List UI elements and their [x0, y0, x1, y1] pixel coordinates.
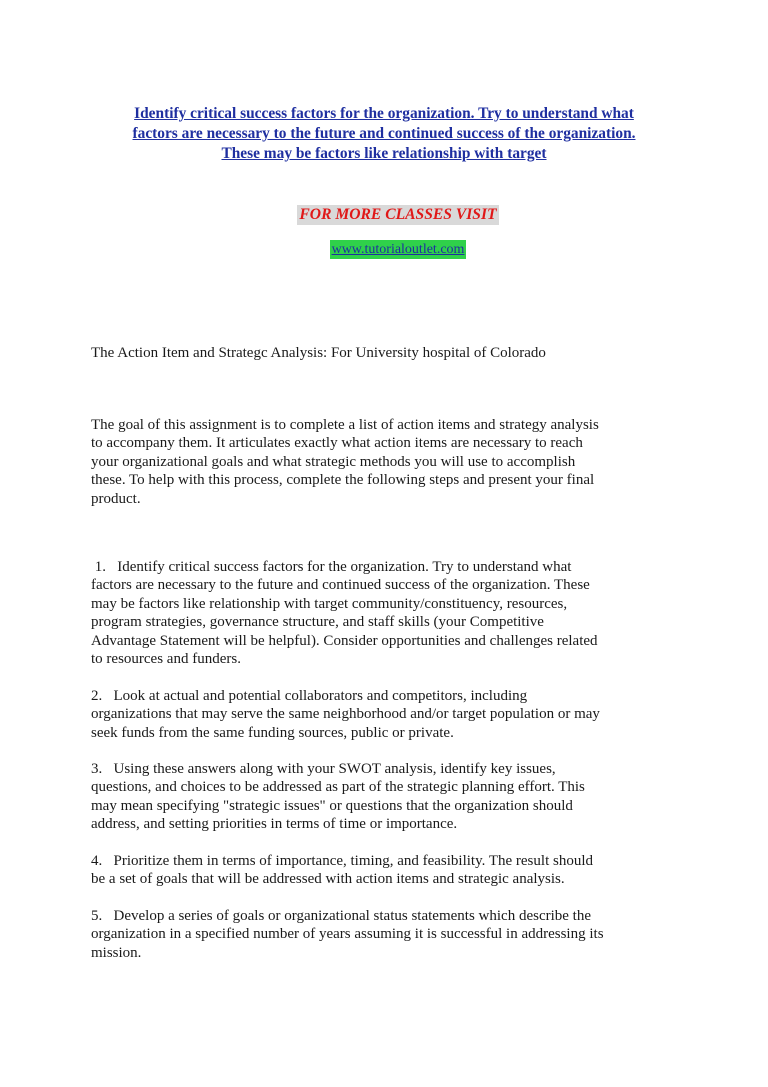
promo-link-row [0, 240, 768, 259]
paragraph-line: organization in a specified number of years assuming it is successful in addressing its [91, 926, 604, 943]
promo-label: FOR MORE CLASSES VISIT [299, 206, 497, 223]
paragraph-line: product. [91, 490, 141, 507]
paragraph-line: 1. Identify critical success factors for the organization. Try to understand what [91, 559, 572, 575]
paragraph-line: Advantage Statement will be helpful). Consider opportunities and challenges related [91, 632, 598, 649]
heading-line: factors are necessary to the future and continued success of the organization. [132, 125, 636, 142]
paragraph-line: be a set of goals that will be addressed with action items and strategic analysis. [91, 871, 565, 888]
paragraph-line: organizations that may serve the same neighborhood and/or target population or may [91, 706, 600, 723]
paragraph-line: may mean specifying "strategic issues" or questions that the organization should [91, 797, 573, 814]
paragraph-line: The goal of this assignment is to complete a list of action items and strategy analysis [91, 417, 599, 433]
intro-paragraph [91, 416, 681, 508]
heading-line: These may be factors like relationship with target [221, 145, 547, 162]
step-5-paragraph [91, 907, 681, 962]
paragraph-line: to accompany them. It articulates exactly what action items are necessary to reach [91, 435, 583, 452]
paragraph-line: questions, and choices to be addressed as part of the strategic planning effort. This [91, 779, 585, 796]
paragraph-line: 2. Look at actual and potential collaborators and competitors, including [91, 688, 528, 704]
tutorialoutlet-link[interactable]: www.tutorialoutlet.com [331, 242, 465, 257]
paragraph-line: mission. [91, 944, 142, 961]
document-heading [92, 104, 676, 164]
step-3-paragraph [91, 760, 681, 834]
paragraph-line: 4. Prioritize them in terms of importance, timing, and feasibility. The result should [91, 853, 593, 869]
paragraph-line: seek funds from the same funding sources, public or private. [91, 724, 454, 741]
step-4-paragraph [91, 852, 681, 889]
paragraph-line: factors are necessary to the future and continued success of the organization. These [91, 577, 590, 594]
heading-line: Identify critical success factors for the organization. Try to understand what [134, 105, 634, 122]
promo-banner [0, 205, 768, 225]
paragraph-line: your organizational goals and what strategic methods you will use to accomplish [91, 453, 576, 470]
paragraph-line: address, and setting priorities in terms of time or importance. [91, 816, 458, 833]
paragraph-line: may be factors like relationship with target community/constituency, resources, [91, 595, 568, 612]
paragraph-line: to resources and funders. [91, 651, 241, 668]
document-subtitle: The Action Item and Strategc Analysis: For University hospital of Colorado [91, 345, 546, 361]
step-1-paragraph [91, 558, 681, 668]
paragraph-line: these. To help with this process, complete the following steps and present your final [91, 472, 595, 489]
step-2-paragraph [91, 687, 681, 742]
paragraph-line: 5. Develop a series of goals or organizational status statements which describe the [91, 908, 591, 924]
paragraph-line: program strategies, governance structure, and staff skills (your Competitive [91, 614, 544, 631]
paragraph-line: 3. Using these answers along with your SWOT analysis, identify key issues, [91, 761, 556, 777]
